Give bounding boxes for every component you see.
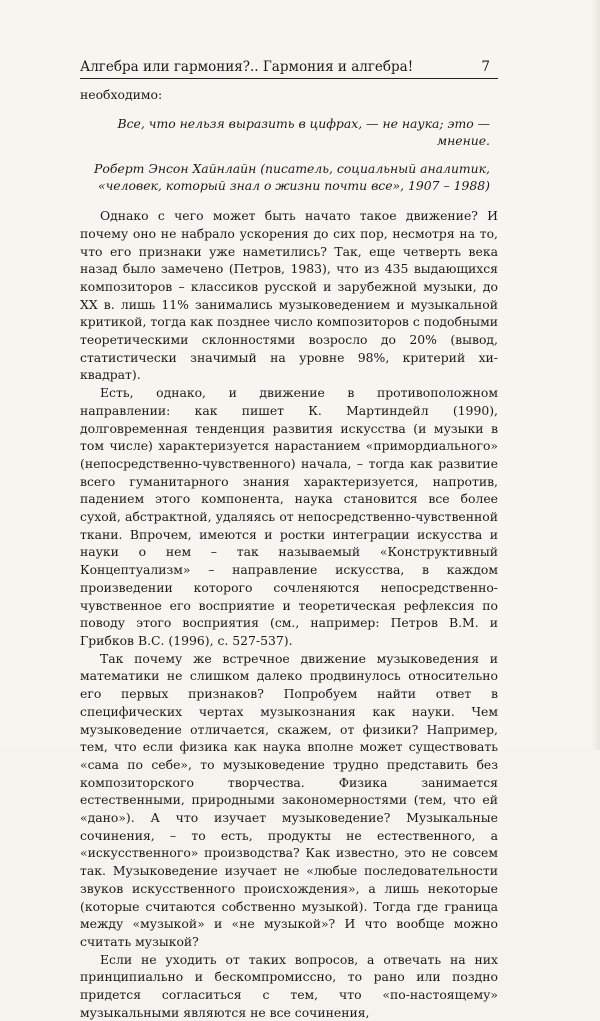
paragraph-2: Есть, однако, и движение в противоположном направлении: как пишет К. Мартиндейл (1990), долговременная тенденция развития искусства (и музыки в том числе) характеризуется нарастанием «примордиального» (непосредственно-чувственного) начала, – тогда как развитие всего гуманитарного знания характеризуется, напротив, падением этого компонента, наука становится все более сухой, абстрактной, удаляясь от непосредственно-чувственной ткани. Впрочем, имеются и ростки интеграции искусства и науки о нем – так называемый «Конструктивный Концептуализм» – направление искусства, в каждом произведении которого сочленяются непосредственно-чувственное его восприятие и теоретическая рефлексия по поводу этого восприятия (см., например: Петров В.М. и Грибков В.С. (1996), с. 527-537). (80, 385, 498, 648)
paragraph-3: Так почему же встречное движение музыковедения и математики не слишком далеко продвинулось относительно его первых признаков? Попробуем найти ответ в специфических чертах музыкознания как науки. Чем музыковедение отличается, скажем, от физики? Например, тем, что если физика как наука вполне может существовать «сама по себе», то музыковедение трудно представить без композиторского творчества. Физика занимается естественными, природными закономерностями (тем, что ей «дано»). А что изучает музыковедение? Музыкальные сочинения, – то есть, продукты не естественного, а «искусственного» производства? Как известно, это не совсем так. Музыковедение изучает не «любые последовательности звуков искусственного происхождения», а лишь некоторые (которые считаются собственно музыкой). Тогда где граница между «музыкой» и «не музыкой»? И что вообще можно считать музыкой? (80, 650, 498, 949)
epigraph: Все, что нельзя выразить в цифрах, — не наука; это — мнение. (117, 115, 490, 149)
page-number: 7 (481, 59, 490, 75)
scan-edge-shadow (590, 0, 600, 750)
intro-text: необходимо: (80, 87, 163, 102)
attribution-line-2: «человек, который знал о жизни почти все», 1907 – 1988) (98, 178, 490, 194)
running-title: Алгебра или гармония?.. Гармония и алгебра! (80, 59, 414, 75)
epigraph-attribution (80, 160, 490, 194)
running-header (80, 56, 498, 79)
attribution-line-1: Роберт Энсон Хайнлайн (писатель, социальный аналитик, (94, 161, 490, 177)
paragraph-1: Однако с чего может быть начато такое движение? И почему оно не набрало ускорения до сих пор, несмотря на то, что его признаки уже наметились? Так, еще четверть века назад было замечено (Петров, 1983), что из 435 выдающихся композиторов – классиков русской и зарубежной музыки, до XX в. лишь 11% занимались музыковедением и музыкальной критикой, тогда как позднее число композиторов с подобными теоретическими склонностями возросло до 20% (вывод, статистически значимый на уровне 98%, критерий хи-квадрат). (80, 208, 498, 383)
page-body (80, 86, 498, 1021)
paragraph-4: Если не уходить от таких вопросов, а отвечать на них принципиально и бескомпромиссно, то рано или поздно придется согласиться с тем, что «по-настоящему» музыкальными являются не все сочинения, (80, 951, 498, 1020)
